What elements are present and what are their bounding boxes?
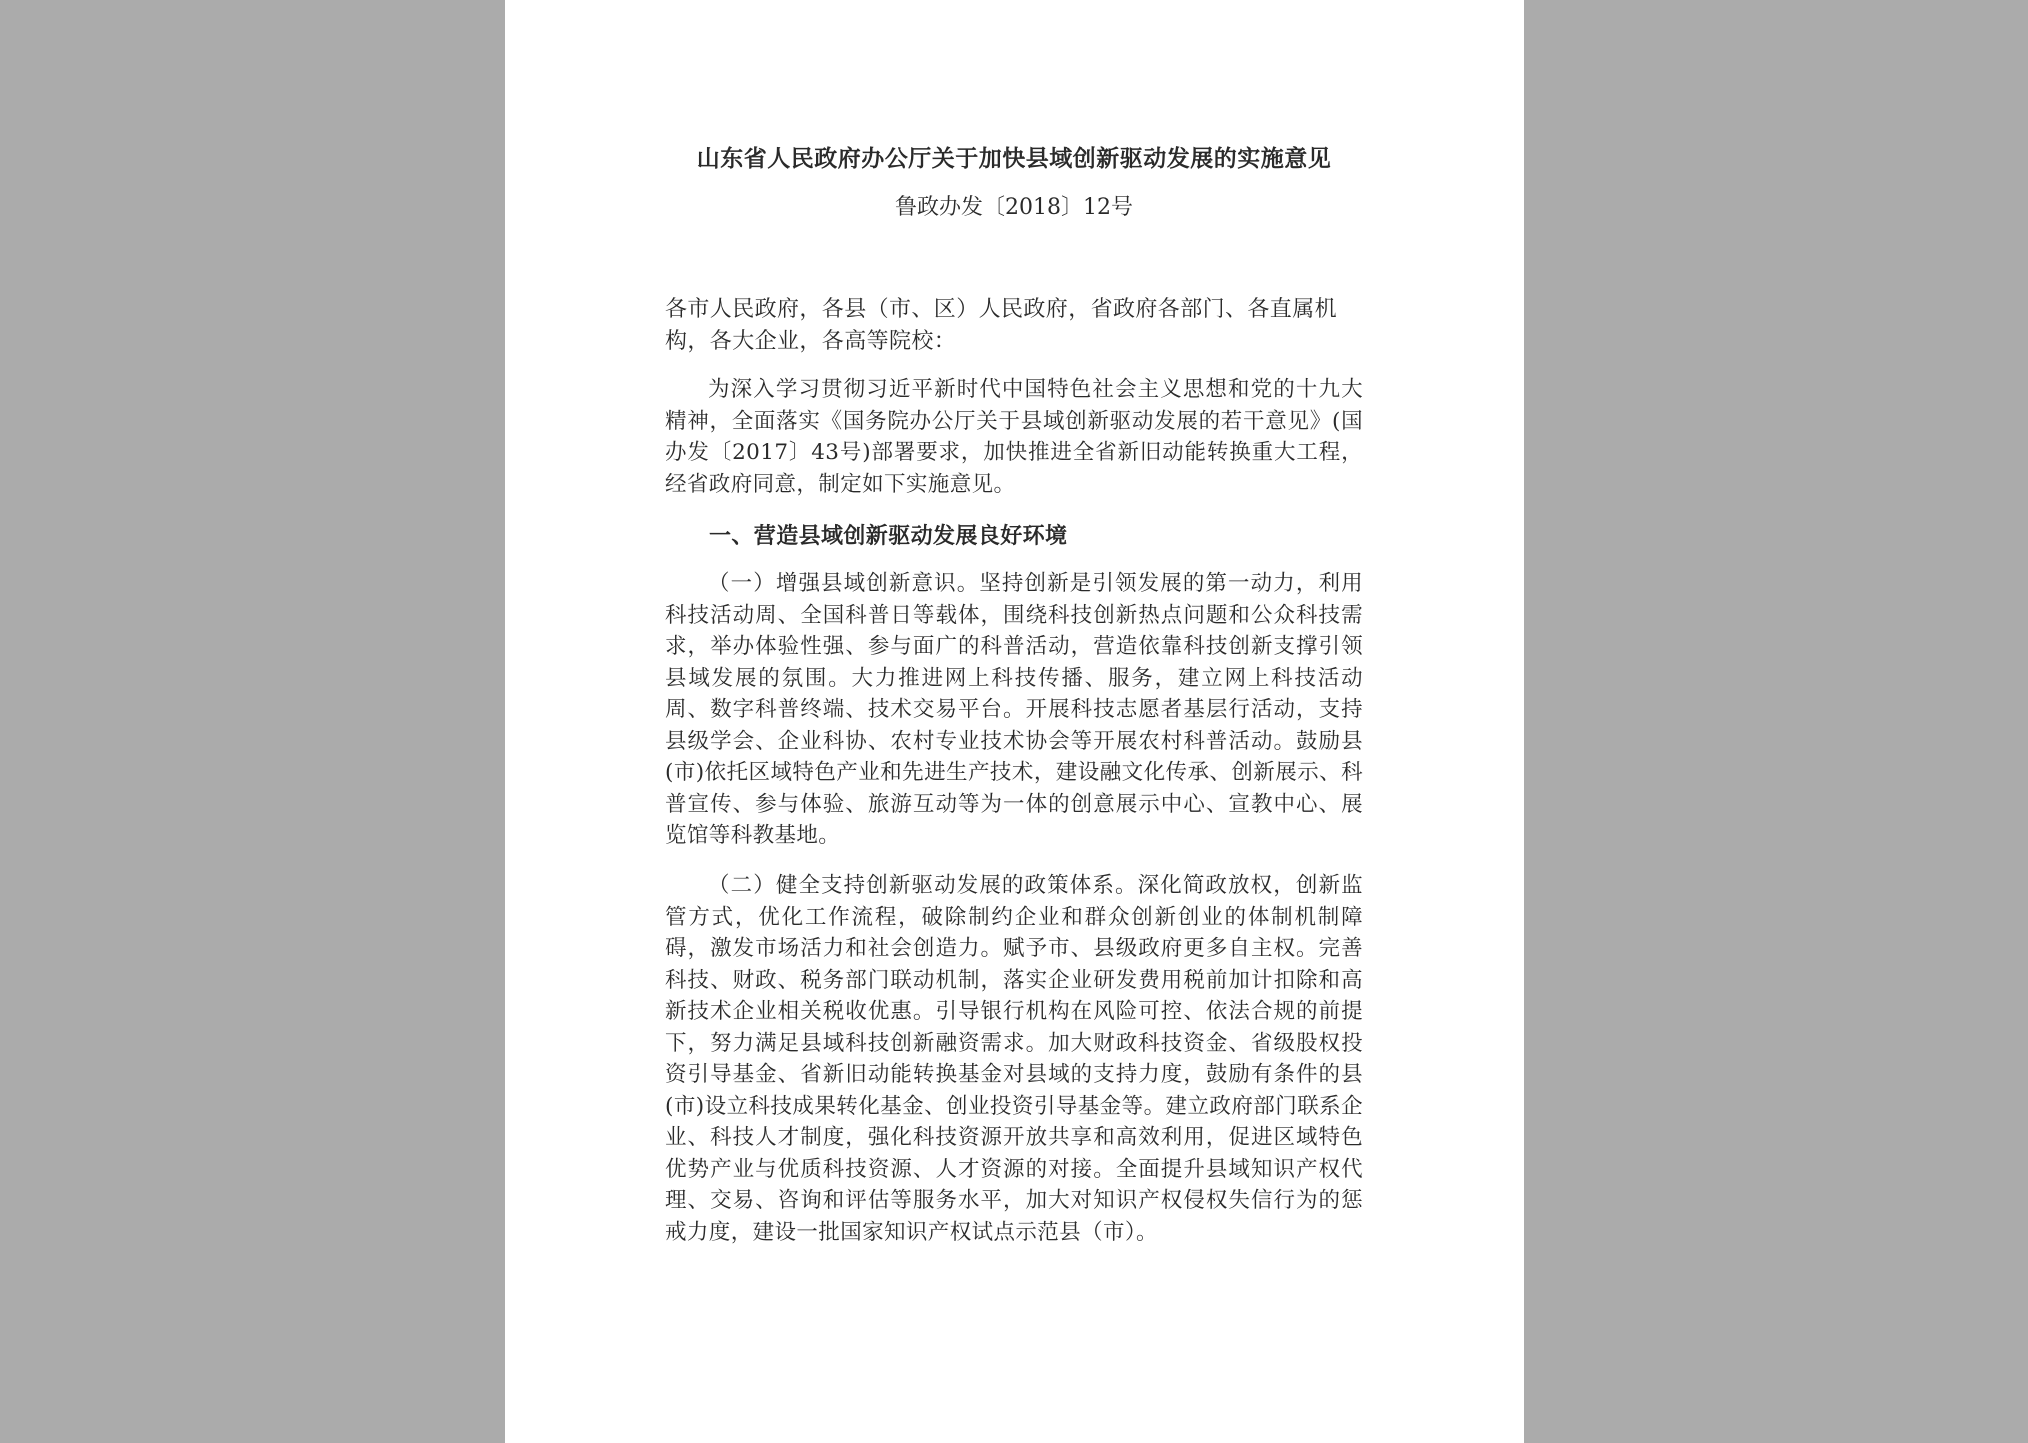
document-number: 鲁政办发〔2018〕12号 xyxy=(895,195,1133,220)
item-paragraph-1: （一）增强县域创新意识。坚持创新是引领发展的第一动力，利用科技活动周、全国科普日等载体，围绕科技创新热点问题和公众科技需求，举办体验性强、参与面广的科普活动，营造依靠科技创新支撑引领县域发展的氛围。大力推进网上科技传播、服务，建立网上科技活动周、数字科普终端、技术交易平台。开展科技志愿者基层行活动，支持县级学会、企业科协、农村专业技术协会等开展农村科普活动。鼓励县(市)依托区域特色产业和先进生产技术，建设融文化传承、创新展示、科普宣传、参与体验、旅游互动等为一体的创意展示中心、宣教中心、展览馆等科教基地。 xyxy=(665,571,1363,848)
addressee: 各市人民政府，各县（市、区）人民政府，省政府各部门、各直属机构，各大企业，各高等院校： xyxy=(665,297,1338,354)
intro-paragraph: 为深入学习贯彻习近平新时代中国特色社会主义思想和党的十九大精神，全面落实《国务院办公厅关于县域创新驱动发展的若干意见》(国办发〔2017〕43号)部署要求，加快推进全省新旧动能转换重大工程，经省政府同意，制定如下实施意见。 xyxy=(665,377,1363,497)
item-paragraph-2: （二）健全支持创新驱动发展的政策体系。深化简政放权，创新监管方式，优化工作流程，破除制约企业和群众创新创业的体制机制障碍，激发市场活力和社会创造力。赋予市、县级政府更多自主权。完善科技、财政、税务部门联动机制，落实企业研发费用税前加计扣除和高新技术企业相关税收优惠。引导银行机构在风险可控、依法合规的前提下，努力满足县域科技创新融资需求。加大财政科技资金、省级股权投资引导基金、省新旧动能转换基金对县域的支持力度，鼓励有条件的县(市)设立科技成果转化基金、创业投资引导基金等。建立政府部门联系企业、科技人才制度，强化科技资源开放共享和高效利用，促进区域特色优势产业与优质科技资源、人才资源的对接。全面提升县域知识产权代理、交易、咨询和评估等服务水平，加大对知识产权侵权失信行为的惩戒力度，建设一批国家知识产权试点示范县（市）。 xyxy=(665,873,1363,1245)
document-title: 山东省人民政府办公厅关于加快县域创新驱动发展的实施意见 xyxy=(696,145,1332,172)
section-heading: 一、营造县域创新驱动发展良好环境 xyxy=(709,523,1068,549)
document-page xyxy=(505,0,1524,1443)
